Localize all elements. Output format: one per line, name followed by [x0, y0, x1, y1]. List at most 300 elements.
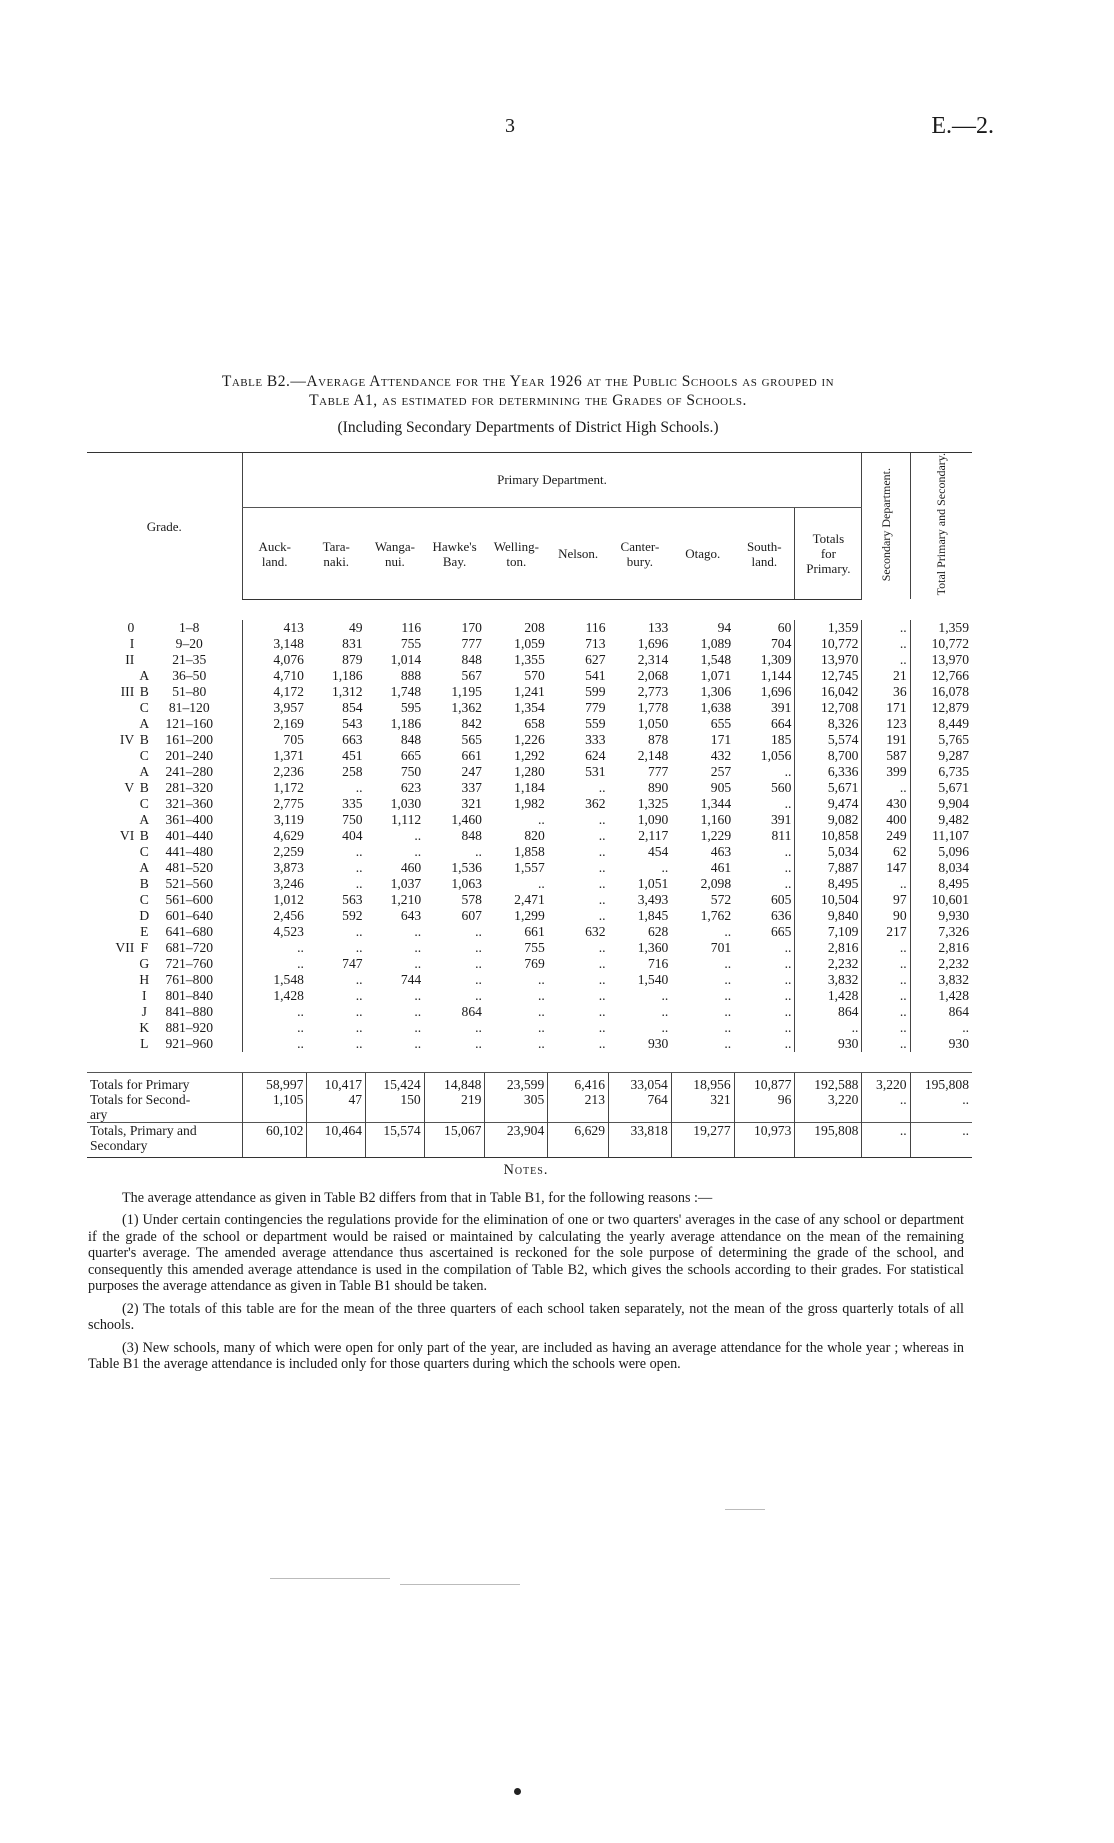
- data-cell: ..: [537, 987, 545, 1003]
- data-cell: 5,034: [795, 844, 862, 860]
- data-cell: 2,098: [700, 875, 732, 891]
- data-cell: 890: [647, 779, 669, 795]
- data-cell: 848: [461, 827, 482, 843]
- data-cell: 777: [647, 763, 669, 779]
- grade-cell: C 81–120: [139, 699, 210, 715]
- data-cell: 1,696: [760, 683, 792, 699]
- totals-label: Totals, Primary and Secondary: [87, 1122, 242, 1157]
- data-cell: ..: [414, 1019, 422, 1035]
- column-header: Auck- land.: [242, 508, 307, 599]
- grade-cell: J 841–880: [141, 1003, 214, 1019]
- data-cell: 8,326: [795, 716, 862, 732]
- data-cell: 704: [771, 635, 792, 651]
- data-cell: 1,371: [242, 748, 307, 764]
- data-cell: 391: [771, 811, 792, 827]
- data-cell: 643: [400, 907, 422, 923]
- data-cell: ..: [475, 1035, 482, 1051]
- data-cell: 1,360: [637, 939, 669, 955]
- data-cell: 930: [910, 1036, 972, 1052]
- totals-cell: 58,997: [242, 1072, 307, 1092]
- data-cell: 701: [710, 939, 732, 955]
- data-cell: 454: [647, 843, 669, 859]
- data-cell: 1,548: [700, 651, 732, 667]
- data-cell: 430: [862, 796, 910, 812]
- data-cell: 217: [862, 924, 910, 940]
- table-row: [87, 700, 972, 716]
- data-cell: 5,096: [910, 844, 972, 860]
- data-cell: 864: [910, 1004, 972, 1020]
- data-cell: 820: [524, 827, 545, 843]
- data-cell: 1,312: [331, 683, 363, 699]
- data-cell: 333: [585, 731, 606, 747]
- table-row: [87, 956, 972, 972]
- grade-cell: A 481–520: [139, 859, 214, 875]
- data-cell: ..: [355, 1003, 363, 1019]
- totals-cell: 10,464: [307, 1122, 366, 1157]
- grade-cell: I 9–20: [129, 635, 203, 651]
- data-cell: ..: [910, 1020, 972, 1036]
- data-cell: ..: [598, 971, 606, 987]
- data-cell: ..: [862, 956, 910, 972]
- totals-cell: 33,818: [609, 1122, 672, 1157]
- data-cell: 713: [585, 635, 606, 651]
- data-cell: ..: [724, 987, 732, 1003]
- data-cell: ..: [242, 940, 307, 956]
- data-cell: 777: [461, 635, 482, 651]
- data-cell: 3,832: [910, 972, 972, 988]
- data-cell: 1,982: [514, 795, 545, 811]
- data-cell: ..: [724, 923, 732, 939]
- data-cell: 624: [585, 747, 606, 763]
- totals-cell: ..: [910, 1092, 972, 1123]
- data-cell: ..: [475, 843, 482, 859]
- totals-cell: 1,105: [242, 1092, 307, 1123]
- data-cell: 1,536: [451, 859, 482, 875]
- totals-cell: 10,877: [734, 1072, 795, 1092]
- data-cell: ..: [862, 620, 910, 636]
- data-cell: 930: [647, 1035, 669, 1051]
- totals-cell: 150: [366, 1092, 425, 1123]
- data-cell: 1,309: [760, 651, 792, 667]
- data-cell: 171: [710, 731, 732, 747]
- data-cell: 185: [771, 731, 792, 747]
- table-row: [87, 908, 972, 924]
- grade-cell: 0 1–8: [127, 619, 200, 635]
- data-cell: ..: [724, 1003, 732, 1019]
- data-cell: ..: [784, 971, 792, 987]
- primary-department-header: Primary Department.: [242, 453, 862, 508]
- data-cell: ..: [537, 811, 545, 827]
- table-row: [87, 732, 972, 748]
- table-row: [87, 1004, 972, 1020]
- data-cell: 2,232: [795, 956, 862, 972]
- title-line-2: Table A1, as estimated for determining the Grades of Schools.: [309, 392, 747, 409]
- table-row: [87, 812, 972, 828]
- data-cell: 1,460: [451, 811, 482, 827]
- data-cell: ..: [355, 923, 363, 939]
- data-cell: 848: [400, 731, 422, 747]
- data-cell: ..: [537, 1035, 545, 1051]
- data-cell: 249: [862, 828, 910, 844]
- data-cell: ..: [862, 652, 910, 668]
- data-cell: ..: [475, 1019, 482, 1035]
- table-row: [87, 988, 972, 1004]
- data-cell: ..: [242, 1004, 307, 1020]
- data-cell: 2,148: [637, 747, 669, 763]
- data-cell: 879: [342, 651, 363, 667]
- data-cell: 755: [400, 635, 422, 651]
- data-cell: 5,671: [795, 780, 862, 796]
- data-cell: 2,456: [242, 908, 307, 924]
- data-cell: 578: [461, 891, 482, 907]
- data-cell: 854: [342, 699, 363, 715]
- column-header: Otago.: [671, 508, 734, 599]
- data-cell: 1,355: [514, 651, 545, 667]
- totals-label: Totals for Primary: [87, 1072, 242, 1092]
- data-cell: ..: [414, 923, 422, 939]
- column-header: Welling- ton.: [485, 508, 548, 599]
- table-row: [87, 668, 972, 684]
- data-cell: ..: [784, 763, 792, 779]
- data-cell: 9,904: [910, 796, 972, 812]
- data-cell: 1,059: [514, 635, 545, 651]
- data-cell: 208: [524, 619, 545, 635]
- data-cell: 1,638: [700, 699, 732, 715]
- data-cell: ..: [862, 940, 910, 956]
- data-cell: 4,172: [242, 684, 307, 700]
- data-cell: ..: [475, 987, 482, 1003]
- data-cell: ..: [862, 1036, 910, 1052]
- totals-cell: 10,417: [307, 1072, 366, 1092]
- column-header: Totals for Primary.: [795, 508, 862, 599]
- data-cell: ..: [724, 1035, 732, 1051]
- grade-cell: D 601–640: [139, 907, 214, 923]
- data-cell: 3,957: [242, 700, 307, 716]
- data-cell: 12,745: [795, 668, 862, 684]
- data-cell: 1,030: [390, 795, 422, 811]
- table-row: [87, 876, 972, 892]
- data-cell: 1,195: [451, 683, 482, 699]
- totals-cell: 23,904: [485, 1122, 548, 1157]
- data-cell: 321: [461, 795, 482, 811]
- column-header: Nelson.: [548, 508, 609, 599]
- totals-cell: 33,054: [609, 1072, 672, 1092]
- column-header: Canter- bury.: [609, 508, 672, 599]
- data-cell: 399: [862, 764, 910, 780]
- data-cell: ..: [784, 1003, 792, 1019]
- table-row: [87, 748, 972, 764]
- data-cell: 1,144: [760, 667, 792, 683]
- column-header: Hawke's Bay.: [424, 508, 485, 599]
- data-cell: 12,879: [910, 700, 972, 716]
- data-cell: 1,241: [514, 683, 545, 699]
- table-row: [87, 764, 972, 780]
- secondary-department-header: Secondary Department.: [862, 453, 910, 600]
- table-row: [87, 684, 972, 700]
- grade-cell: A 121–160: [139, 715, 214, 731]
- data-cell: 607: [461, 907, 482, 923]
- data-cell: 2,169: [242, 716, 307, 732]
- data-cell: 658: [524, 715, 545, 731]
- data-cell: 2,314: [637, 651, 669, 667]
- data-cell: ..: [598, 859, 606, 875]
- data-cell: ..: [355, 859, 363, 875]
- grade-header: Grade.: [87, 453, 242, 600]
- total-primary-secondary-header: Total Primary and Secondary.: [910, 453, 972, 600]
- data-cell: ..: [355, 987, 363, 1003]
- data-cell: 605: [771, 891, 792, 907]
- data-cell: 49: [348, 619, 363, 635]
- grade-cell: II 21–35: [125, 651, 207, 667]
- note-2: (2) The totals of this table are for the mean of the three quarters of each school taken separately, not the mean of the gross quarterly totals of all schools.: [88, 1300, 964, 1333]
- data-cell: 627: [585, 651, 606, 667]
- data-cell: ..: [862, 780, 910, 796]
- grade-cell: K 881–920: [139, 1019, 214, 1035]
- totals-cell: 19,277: [671, 1122, 734, 1157]
- totals-cell: 305: [485, 1092, 548, 1123]
- totals-row: [87, 1122, 972, 1157]
- totals-cell: 15,067: [424, 1122, 485, 1157]
- totals-row: [87, 1092, 972, 1123]
- data-cell: ..: [784, 795, 792, 811]
- grade-cell: B 521–560: [139, 875, 214, 891]
- data-cell: 9,840: [795, 908, 862, 924]
- data-cell: 1,428: [242, 988, 307, 1004]
- grade-cell: A 36–50: [139, 667, 207, 683]
- data-cell: 559: [585, 715, 606, 731]
- data-cell: ..: [598, 779, 606, 795]
- data-cell: 905: [710, 779, 732, 795]
- data-cell: 1,226: [514, 731, 545, 747]
- page-dot: [514, 1788, 521, 1795]
- grade-cell: III B 51–80: [120, 683, 207, 699]
- data-cell: 655: [710, 715, 732, 731]
- data-cell: ..: [784, 955, 792, 971]
- data-cell: 9,474: [795, 796, 862, 812]
- faint-mark: [725, 1509, 765, 1510]
- table-row: [87, 1036, 972, 1052]
- data-cell: 2,773: [637, 683, 669, 699]
- totals-cell: 219: [424, 1092, 485, 1123]
- table-row: [87, 892, 972, 908]
- data-cell: 4,710: [242, 668, 307, 684]
- grade-cell: C 441–480: [139, 843, 214, 859]
- data-cell: 36: [862, 684, 910, 700]
- data-cell: 2,117: [638, 827, 669, 843]
- data-cell: 1,056: [760, 747, 792, 763]
- data-cell: 563: [342, 891, 363, 907]
- note-1: (1) Under certain contingencies the regulations provide for the elimination of one or two quarters' averages in the case of any school or department if the grade of the school or department would be raised or maintained by calculating the yearly average attendance on the mean of the remaining quarter's average. The amended average attendance thus ascertained is reckoned for the sole purpose of determining the grade of the school, and consequently this amended average attendance is used in the compilation of Table B2, which gives the schools according to their grades. For statistical purposes the average attendance as given in Table B1 should be taken.: [88, 1212, 964, 1294]
- data-cell: 1,858: [514, 843, 545, 859]
- data-cell: ..: [598, 939, 606, 955]
- data-cell: 2,775: [242, 796, 307, 812]
- data-cell: ..: [598, 875, 606, 891]
- note-3: (3) New schools, many of which were open for only part of the year, are included as having an average attendance for the whole year ; whereas in Table B1 the average attendance is included only for those quarters during which the schools were open.: [88, 1339, 964, 1372]
- data-cell: ..: [598, 1035, 606, 1051]
- table-row: [87, 860, 972, 876]
- data-cell: 97: [862, 892, 910, 908]
- data-cell: ..: [475, 939, 482, 955]
- data-cell: ..: [414, 1035, 422, 1051]
- data-cell: 8,449: [910, 716, 972, 732]
- data-cell: 60: [777, 619, 792, 635]
- attendance-table: [87, 452, 972, 1158]
- totals-cell: 321: [671, 1092, 734, 1123]
- data-cell: ..: [598, 891, 606, 907]
- data-cell: 1,762: [700, 907, 732, 923]
- data-cell: 3,832: [795, 972, 862, 988]
- data-cell: 1,089: [700, 635, 732, 651]
- data-cell: ..: [862, 876, 910, 892]
- totals-cell: 213: [548, 1092, 609, 1123]
- table-row: [87, 652, 972, 668]
- data-cell: 8,495: [795, 876, 862, 892]
- data-cell: 1,063: [451, 875, 482, 891]
- data-cell: 16,042: [795, 684, 862, 700]
- data-cell: ..: [414, 939, 422, 955]
- data-cell: 4,523: [242, 924, 307, 940]
- data-cell: 750: [342, 811, 363, 827]
- data-cell: 413: [242, 620, 307, 636]
- data-cell: 460: [400, 859, 422, 875]
- data-cell: 3,119: [242, 812, 307, 828]
- column-header: Wanga- nui.: [366, 508, 425, 599]
- data-cell: ..: [795, 1020, 862, 1036]
- page-reference: E.—2.: [931, 113, 994, 139]
- data-cell: ..: [598, 955, 606, 971]
- data-cell: 592: [342, 907, 363, 923]
- data-cell: 8,495: [910, 876, 972, 892]
- notes-section: [88, 1162, 964, 1379]
- data-cell: 1,748: [390, 683, 422, 699]
- data-cell: 1,090: [637, 811, 669, 827]
- totals-cell: 60,102: [242, 1122, 307, 1157]
- data-cell: 133: [647, 619, 669, 635]
- data-cell: 1,696: [637, 635, 669, 651]
- table-subtitle: (Including Secondary Departments of District High Schools.): [337, 419, 719, 436]
- totals-row: [87, 1072, 972, 1092]
- data-cell: 587: [862, 748, 910, 764]
- data-cell: 13,970: [795, 652, 862, 668]
- data-cell: 432: [710, 747, 732, 763]
- data-cell: 848: [461, 651, 482, 667]
- totals-cell: 14,848: [424, 1072, 485, 1092]
- grade-cell: V B 281–320: [124, 779, 214, 795]
- data-cell: 10,772: [795, 636, 862, 652]
- data-cell: ..: [414, 843, 422, 859]
- data-cell: 888: [400, 667, 422, 683]
- data-cell: 2,816: [795, 940, 862, 956]
- data-cell: 1,306: [700, 683, 732, 699]
- data-cell: 12,766: [910, 668, 972, 684]
- data-cell: ..: [862, 972, 910, 988]
- data-cell: ..: [661, 987, 669, 1003]
- data-cell: ..: [724, 971, 732, 987]
- data-cell: 750: [400, 763, 422, 779]
- data-cell: 247: [461, 763, 482, 779]
- data-cell: 599: [585, 683, 606, 699]
- data-cell: 2,068: [637, 667, 669, 683]
- table-row: [87, 780, 972, 796]
- totals-cell: 195,808: [910, 1072, 972, 1092]
- data-cell: 1,292: [514, 747, 545, 763]
- note-intro: The average attendance as given in Table B2 differs from that in Table B1, for the following reasons :—: [122, 1189, 713, 1206]
- page-number: 3: [505, 115, 515, 137]
- totals-cell: 3,220: [795, 1092, 862, 1123]
- data-cell: 567: [461, 667, 482, 683]
- data-cell: ..: [242, 1020, 307, 1036]
- data-cell: 531: [585, 763, 606, 779]
- faint-mark: [270, 1578, 390, 1579]
- data-cell: 831: [342, 635, 363, 651]
- totals-cell: ..: [862, 1092, 910, 1123]
- data-cell: ..: [784, 987, 792, 1003]
- data-cell: ..: [784, 939, 792, 955]
- data-cell: 13,970: [910, 652, 972, 668]
- data-cell: 1,359: [795, 620, 862, 636]
- data-cell: 1,354: [514, 699, 545, 715]
- data-cell: 147: [862, 860, 910, 876]
- totals-cell: 6,416: [548, 1072, 609, 1092]
- table-row: [87, 716, 972, 732]
- data-cell: ..: [661, 859, 669, 875]
- data-cell: 10,772: [910, 636, 972, 652]
- data-cell: 864: [461, 1003, 482, 1019]
- data-cell: 623: [400, 779, 422, 795]
- data-cell: 1,280: [514, 763, 545, 779]
- data-cell: 16,078: [910, 684, 972, 700]
- data-cell: 665: [400, 747, 422, 763]
- data-cell: ..: [598, 907, 606, 923]
- data-cell: 570: [524, 667, 545, 683]
- data-cell: 3,246: [242, 876, 307, 892]
- data-cell: 1,845: [637, 907, 669, 923]
- totals-cell: ..: [910, 1122, 972, 1157]
- data-cell: ..: [475, 971, 482, 987]
- data-cell: 123: [862, 716, 910, 732]
- data-cell: 572: [710, 891, 732, 907]
- data-cell: 1,557: [514, 859, 545, 875]
- data-cell: 4,629: [242, 828, 307, 844]
- data-cell: 1,548: [242, 972, 307, 988]
- data-cell: 779: [585, 699, 606, 715]
- data-cell: ..: [661, 1019, 669, 1035]
- notes-heading: Notes.: [503, 1162, 549, 1178]
- table-row: [87, 844, 972, 860]
- data-cell: ..: [598, 827, 606, 843]
- data-cell: ..: [598, 811, 606, 827]
- data-cell: 3,493: [637, 891, 669, 907]
- data-cell: 6,735: [910, 764, 972, 780]
- data-cell: 1,210: [390, 891, 422, 907]
- data-cell: 560: [771, 779, 792, 795]
- totals-cell: 15,424: [366, 1072, 425, 1092]
- data-cell: 362: [585, 795, 606, 811]
- data-cell: 1,184: [514, 779, 545, 795]
- data-cell: ..: [242, 1036, 307, 1052]
- data-cell: 747: [342, 955, 363, 971]
- grade-cell: L 921–960: [140, 1035, 214, 1051]
- data-cell: ..: [598, 987, 606, 1003]
- data-cell: ..: [414, 827, 422, 843]
- data-cell: 930: [795, 1036, 862, 1052]
- data-cell: 90: [862, 908, 910, 924]
- column-header: Tara- naki.: [307, 508, 366, 599]
- data-cell: 2,259: [242, 844, 307, 860]
- data-cell: 463: [710, 843, 732, 859]
- data-cell: ..: [598, 1003, 606, 1019]
- data-cell: 1,362: [451, 699, 482, 715]
